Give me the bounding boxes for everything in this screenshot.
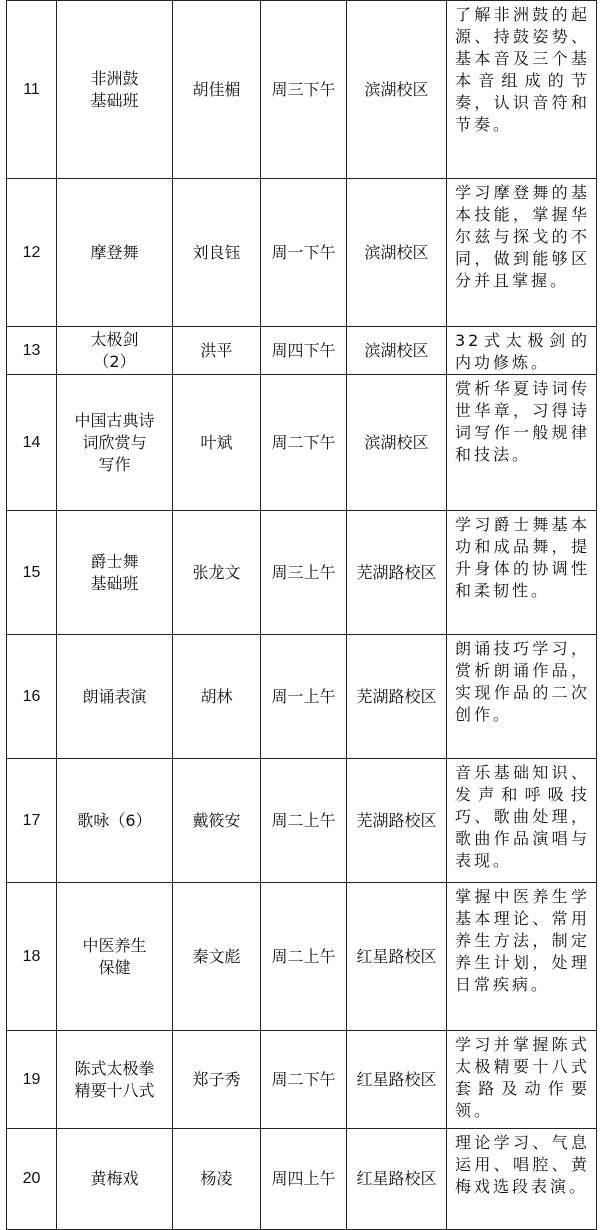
class-time-cell xyxy=(261,327,347,375)
course-number: 16 xyxy=(22,687,41,705)
course-description-cell xyxy=(447,1031,597,1129)
campus-name: 滨湖校区 xyxy=(364,340,429,360)
course-number: 19 xyxy=(22,1070,41,1088)
course-name-cell xyxy=(57,1031,173,1129)
course-name-cell xyxy=(57,179,173,327)
campus-name-cell xyxy=(347,1129,447,1230)
class-time-cell xyxy=(261,635,347,759)
teacher-name-cell xyxy=(173,759,261,883)
course-number-cell xyxy=(7,375,57,511)
course-name: 非洲鼓 基础班 xyxy=(90,68,139,110)
course-description: 学习并掌握陈式太极精要十八式套路及动作要领。 xyxy=(455,1035,590,1120)
class-time-cell xyxy=(261,179,347,327)
campus-name: 芜湖路校区 xyxy=(356,686,437,706)
course-number-cell xyxy=(7,635,57,759)
class-time: 周二下午 xyxy=(271,1069,336,1089)
course-description-cell xyxy=(447,1,597,179)
course-description: 赏析华夏诗词传世华章，习得诗词写作一般规律和技法。 xyxy=(455,379,590,464)
course-number-cell xyxy=(7,1031,57,1129)
class-time-cell xyxy=(261,1,347,179)
course-name: 太极剑 （2） xyxy=(90,329,139,371)
campus-name: 红星路校区 xyxy=(356,946,437,966)
course-number-cell xyxy=(7,883,57,1031)
teacher-name-cell xyxy=(173,179,261,327)
course-description: 32式太极剑的内功修炼。 xyxy=(455,331,590,372)
class-time: 周一上午 xyxy=(271,686,336,706)
course-name: 中医养生 保健 xyxy=(82,935,147,977)
campus-name-cell xyxy=(347,635,447,759)
course-name: 黄梅戏 xyxy=(90,1169,139,1188)
course-name: 中国古典诗 词欣赏与 写作 xyxy=(74,410,155,474)
course-number: 12 xyxy=(22,243,41,261)
course-number: 18 xyxy=(22,947,41,965)
table-row xyxy=(7,1031,597,1129)
campus-name: 芜湖路校区 xyxy=(356,810,437,830)
campus-name: 滨湖校区 xyxy=(364,432,429,452)
course-number-cell xyxy=(7,179,57,327)
class-time: 周三上午 xyxy=(271,562,336,582)
table-row xyxy=(7,375,597,511)
course-name: 摩登舞 xyxy=(90,242,139,262)
course-description-cell xyxy=(447,179,597,327)
course-description-cell xyxy=(447,375,597,511)
campus-name: 芜湖路校区 xyxy=(356,562,437,582)
course-number-cell xyxy=(7,1,57,179)
campus-name-cell xyxy=(347,883,447,1031)
teacher-name: 胡佳楣 xyxy=(192,79,241,99)
table-row xyxy=(7,635,597,759)
course-description-cell xyxy=(447,511,597,635)
teacher-name-cell xyxy=(173,1129,261,1230)
course-name-cell xyxy=(57,1,173,179)
course-name: 歌咏（6） xyxy=(77,810,152,830)
course-description: 了解非洲鼓的起源、持鼓姿势、基本音及三个基本音组成的节奏，认识音符和节奏。 xyxy=(455,5,590,134)
course-name-cell xyxy=(57,883,173,1031)
teacher-name-cell xyxy=(173,883,261,1031)
class-time-cell xyxy=(261,883,347,1031)
course-description: 掌握中医养生学基本理论、常用养生方法，制定养生计划，处理日常疾病。 xyxy=(455,887,590,994)
course-name-cell xyxy=(57,635,173,759)
class-time: 周四下午 xyxy=(271,340,336,360)
campus-name-cell xyxy=(347,327,447,375)
campus-name-cell xyxy=(347,179,447,327)
table-row xyxy=(7,1129,597,1230)
class-time: 周二上午 xyxy=(271,946,336,966)
teacher-name: 杨凌 xyxy=(200,1169,233,1188)
class-time-cell xyxy=(261,1031,347,1129)
teacher-name-cell xyxy=(173,375,261,511)
teacher-name-cell xyxy=(173,635,261,759)
campus-name: 滨湖校区 xyxy=(364,242,429,262)
campus-name: 滨湖校区 xyxy=(364,79,429,99)
course-name-cell xyxy=(57,511,173,635)
course-description-cell xyxy=(447,759,597,883)
class-time: 周三下午 xyxy=(271,79,336,99)
table-row xyxy=(7,179,597,327)
class-time-cell xyxy=(261,1129,347,1230)
teacher-name: 洪平 xyxy=(200,340,233,360)
course-number-cell xyxy=(7,327,57,375)
course-number: 11 xyxy=(23,80,40,98)
teacher-name-cell xyxy=(173,1031,261,1129)
course-description-cell xyxy=(447,1129,597,1230)
table-row xyxy=(7,883,597,1031)
campus-name-cell xyxy=(347,511,447,635)
teacher-name-cell xyxy=(173,1,261,179)
table-row xyxy=(7,1,597,179)
course-number-cell xyxy=(7,1129,57,1230)
campus-name-cell xyxy=(347,1,447,179)
class-time: 周二下午 xyxy=(271,432,336,452)
class-time: 周二上午 xyxy=(271,810,336,830)
teacher-name-cell xyxy=(173,327,261,375)
course-name-cell xyxy=(57,759,173,883)
table-row xyxy=(7,511,597,635)
table-row xyxy=(7,327,597,375)
course-number-cell xyxy=(7,511,57,635)
course-description-cell xyxy=(447,635,597,759)
course-description-cell xyxy=(447,883,597,1031)
campus-name-cell xyxy=(347,375,447,511)
course-number: 17 xyxy=(22,811,41,829)
teacher-name: 刘良钰 xyxy=(192,242,241,262)
campus-name: 红星路校区 xyxy=(356,1169,437,1188)
course-description: 音乐基础知识、发声和呼吸技巧、歌曲处理，歌曲作品演唱与表现。 xyxy=(455,763,590,870)
course-name-cell xyxy=(57,375,173,511)
course-description: 学习摩登舞的基本技能，掌握华尔兹与探戈的不同，做到能够区分并且掌握。 xyxy=(455,183,590,290)
teacher-name-cell xyxy=(173,511,261,635)
course-name: 陈式太极拳 精要十八式 xyxy=(74,1058,155,1100)
teacher-name: 叶斌 xyxy=(200,432,233,452)
teacher-name: 胡林 xyxy=(200,686,233,706)
course-name-cell xyxy=(57,327,173,375)
teacher-name: 戴筱安 xyxy=(192,810,241,830)
teacher-name: 秦文彪 xyxy=(192,946,241,966)
campus-name-cell xyxy=(347,759,447,883)
class-time-cell xyxy=(261,511,347,635)
class-time-cell xyxy=(261,375,347,511)
course-number-cell xyxy=(7,759,57,883)
campus-name: 红星路校区 xyxy=(356,1069,437,1089)
course-number: 20 xyxy=(22,1170,41,1187)
course-number: 13 xyxy=(22,341,41,359)
table-row xyxy=(7,759,597,883)
class-time: 周四上午 xyxy=(271,1169,336,1188)
course-name: 朗诵表演 xyxy=(82,686,147,706)
course-number: 15 xyxy=(22,563,41,581)
course-description: 理论学习、气息运用、唱腔、黄梅戏选段表演。 xyxy=(455,1133,590,1196)
campus-name-cell xyxy=(347,1031,447,1129)
class-time-cell xyxy=(261,759,347,883)
class-time: 周一下午 xyxy=(271,242,336,262)
course-description: 学习爵士舞基本功和成品舞，提升身体的协调性和柔韧性。 xyxy=(455,515,590,600)
course-name-cell xyxy=(57,1129,173,1230)
course-table xyxy=(6,0,597,1230)
course-description: 朗诵技巧学习，赏析朗诵作品，实现作品的二次创作。 xyxy=(455,639,590,724)
course-name: 爵士舞 基础班 xyxy=(90,551,139,593)
teacher-name: 郑子秀 xyxy=(192,1069,241,1089)
course-table-body xyxy=(7,1,597,1230)
teacher-name: 张龙文 xyxy=(192,562,241,582)
course-description-cell xyxy=(447,327,597,375)
course-number: 14 xyxy=(22,433,41,451)
